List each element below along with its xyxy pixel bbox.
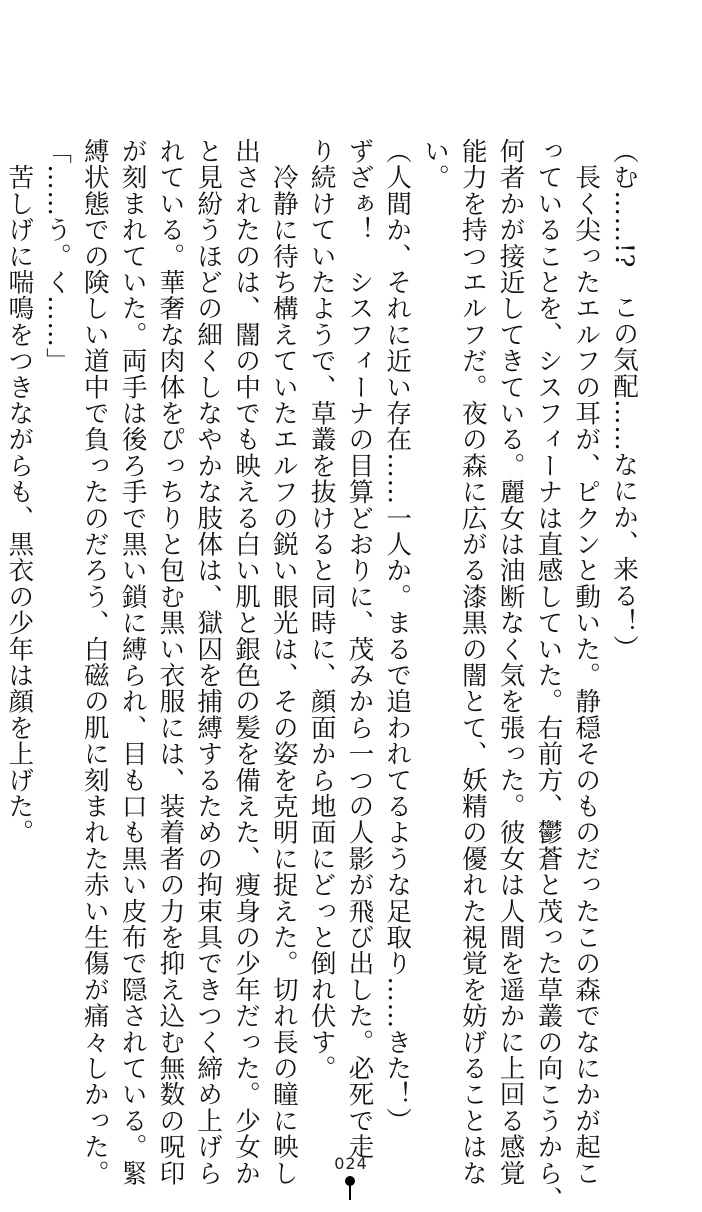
text-line: れている。華奢な肉体をぴっちりと包む黒い衣服には、装着者の力を抑え込む無数の呪印 [155,138,186,1186]
text-line: 長く尖ったエルフの耳が、ピクンと動いた。静穏そのものだったこの森でなにかが起こ [571,138,602,1186]
text-line: と見紛うほどの細くしなやかな肢体は、獄囚を捕縛するための拘束具できつく締め上げら [193,138,224,1186]
page-number: 024 [334,1154,368,1173]
text-line: 何者かが接近してきている。麗女は油断なく気を張った。彼女は人間を遥かに上回る感覚 [495,138,526,1186]
text-line: （人間か、それに近い存在……一人か。まるで追われてるような足取り……きた！） [382,138,413,1134]
text-line: 冷静に待ち構えていたエルフの鋭い眼光は、その姿を克明に捉えた。切れ長の瞳に映し [268,138,299,1186]
text-line: （む……!? この気配……なにか、来る！） [609,138,639,661]
text-line: 苦しげに喘鳴をつきながらも、黒衣の少年は顔を上げた。 [4,138,35,846]
text-line: っていることを、シスフィーナは直感していた。右前方、鬱蒼と茂った草叢の向こうから、 [533,138,564,1212]
text-line: ずざぁ！ シスフィーナの目算どおりに、茂みから一つの人影が飛び出した。必死で走 [344,138,375,1160]
text-line: い。 [420,138,451,191]
text-line: 能力を持つエルフだ。夜の森に広がる漆黒の闇とて、妖精の優れた視覚を妨げることはな [457,138,488,1186]
text-line: 縛状態での険しい道中で負ったのだろう、白磁の肌に刻まれた赤い生傷が痛々しかった。 [79,138,110,1186]
text-line: り続けていたようで、草叢を抜けると同時に、顔面から地面にどっと倒れ伏す。 [306,138,337,1082]
text-line: が刻まれていた。両手は後ろ手で黒い鎖に縛られ、目も口も黒い皮布で隠されている。緊 [117,138,148,1186]
text-line: 出されたのは、闇の中でも映える白い肌と銀色の髪を備えた、痩身の少年だった。少女か [231,138,262,1186]
text-line: 「……う。く……」 [42,138,73,374]
page-marker-stem [349,1184,351,1200]
